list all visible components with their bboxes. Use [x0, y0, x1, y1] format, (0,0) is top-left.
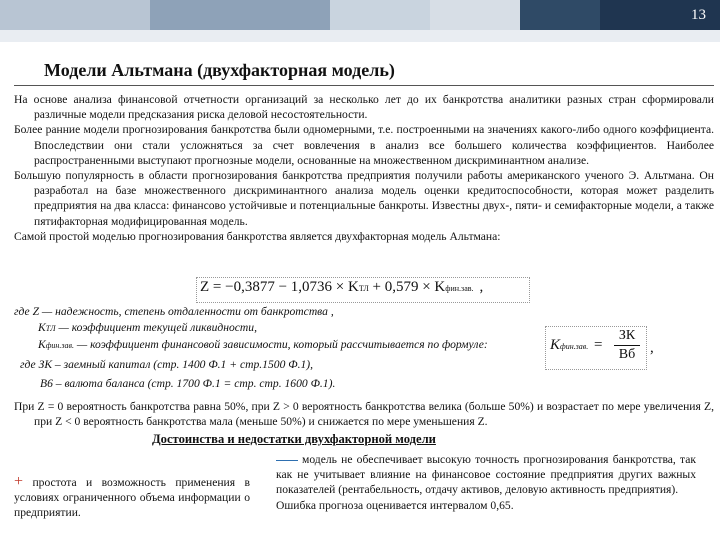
formula-mid: + 0,579 × K	[368, 279, 446, 295]
paragraph: Большую популярность в области прогнозирования банкротства предприятия получили работы американского ученого Э. Альтмана. Он разработал на базе множественного дискриминантного анализа модель оценки кредитоспособности, которая может разделить предприятия на два класса: финансово устойчивые и потенциальные банкроты. Известны двух-, пяти- и семифакторные модели, а также пятифакторная модифицированная модель.	[14, 169, 714, 228]
ktl-subscript: ТЛ	[45, 324, 56, 333]
advantage-text: простота и возможность применения в условиях ограниченного объема информации о предприятии.	[14, 476, 250, 519]
kfz-formula-equals: =	[594, 337, 603, 353]
definition-zk: где ЗК – заемный капитал (стр. 1400 Ф.1 + стр.1500 Ф.1),	[20, 358, 314, 371]
kfz-formula-sub: фин.зав.	[560, 342, 589, 351]
kfz-formula-comma: ,	[650, 340, 654, 356]
definition-z: где Z — надежность, степень отдаленности от банкротства ,	[14, 305, 334, 318]
definition-ktl	[38, 321, 257, 334]
ktl-symbol: К	[38, 321, 46, 334]
intro-text	[14, 92, 714, 244]
advantage-block	[14, 474, 250, 520]
page-title: Модели Альтмана (двухфакторная модель)	[44, 60, 395, 80]
ktl-text: — коэффициент текущей ликвидности,	[58, 321, 257, 334]
kfz-text: — коэффициент финансовой зависимости, который рассчитывается по формуле:	[76, 338, 488, 351]
disadvantage-item: Ошибка прогноза оценивается интервалом 0,65.	[276, 498, 514, 512]
kfz-fraction	[614, 327, 640, 364]
disadvantage-block	[276, 452, 696, 513]
fraction-denominator: Вб	[618, 347, 636, 362]
title-divider	[14, 85, 714, 86]
kfz-symbol: К	[38, 338, 46, 351]
kfz-formula	[550, 337, 602, 354]
definition-vb: В6 – валюта баланса (стр. 1700 Ф.1 = стр. стр. 1600 Ф.1).	[40, 377, 336, 390]
paragraph: На основе анализа финансовой отчетности организаций за несколько лет до их банкротства аналитики разных стран сформировали различные модели предсказания риска деловой несостоятельности.	[14, 93, 714, 122]
probability-text: При Z = 0 вероятность банкротства равна 50%, при Z > 0 вероятность банкротства велика (больше 50%) и возрастает по мере увеличения Z, при Z < 0 вероятность банкротства мала (меньше 50%) и снижается по мере уменьшения Z.	[14, 400, 714, 429]
disadvantage-text: модель не обеспечивает высокую точность прогнозирования банкротства, так как не учитывает влияние на финансовое состояние предприятия других важных показателей (рентабельность, отдачу активов, деловую активность предприятия).	[276, 453, 696, 497]
formula-sub-fz: фин.зав.	[445, 284, 474, 293]
section-heading: Достоинства и недостатки двухфакторной модели	[152, 432, 436, 446]
disadvantage-item	[276, 452, 696, 498]
formula-tail: ,	[479, 279, 484, 295]
definition-kfz	[38, 338, 488, 351]
paragraph: Самой простой моделью прогнозирования банкротства является двухфакторная модель Альтмана:	[14, 229, 501, 243]
dash-icon	[276, 460, 298, 461]
formula-lhs: Z = −0,3877 − 1,0736 × K	[200, 279, 359, 295]
altman-formula	[200, 279, 483, 296]
page-number: 13	[691, 7, 706, 23]
paragraph: Более ранние модели прогнозирования банкротства были одномерными, т.е. построенными на значениях какого-либо одного коэффициента. Впоследствии они стали усложняться за счет вовлечения в анализ все большего количества коэффициентов. Наиболее распространенными выступают прогнозные модели, основанные на множественном дискриминантном анализе.	[14, 123, 714, 167]
kfz-formula-symbol: K	[550, 337, 561, 353]
plus-icon: +	[14, 473, 24, 490]
fraction-numerator: ЗК	[618, 328, 636, 343]
formula-sub-tl: ТЛ	[358, 284, 369, 293]
kfz-subscript: фин.зав.	[45, 341, 74, 350]
header-band	[0, 0, 720, 42]
